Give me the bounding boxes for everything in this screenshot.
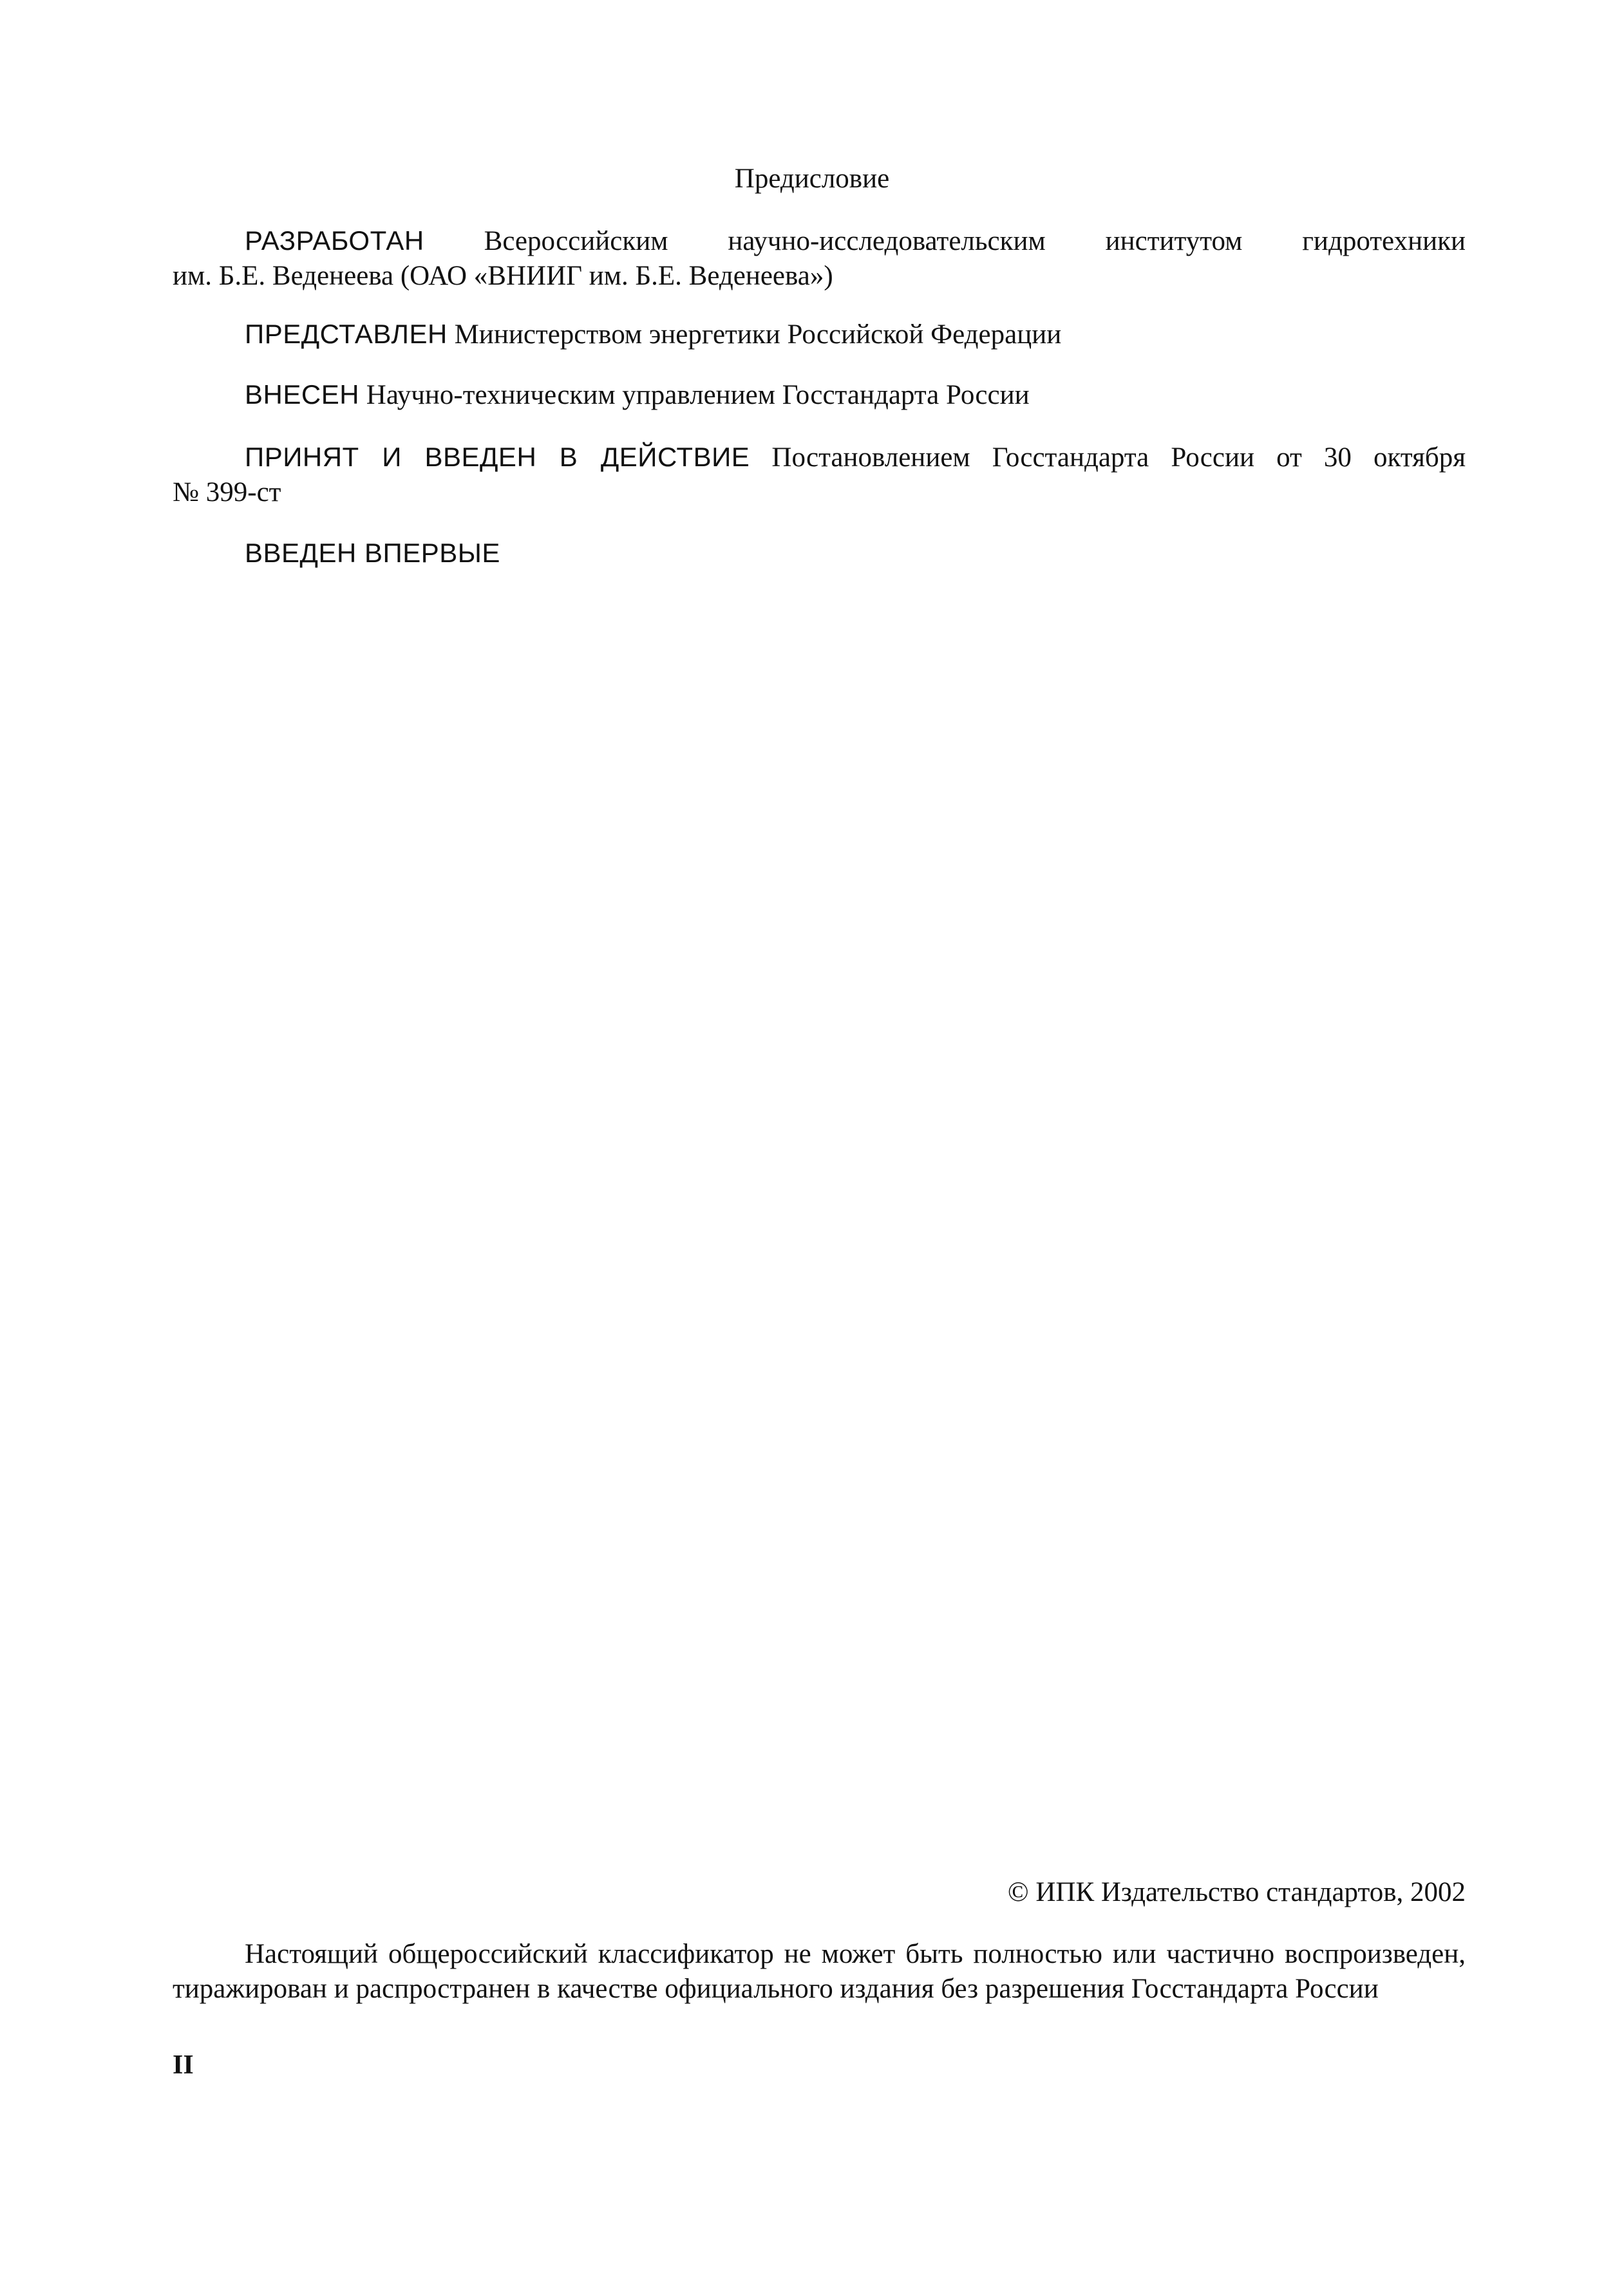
- introduced-text: Научно-техническим управлением Госстандарта России: [366, 380, 1030, 410]
- introduced-paragraph: [173, 377, 1466, 413]
- presented-label: ПРЕДСТАВЛЕН: [245, 319, 448, 349]
- adopted-line-2: № 399-ст: [173, 477, 281, 507]
- adopted-label: ПРИНЯТ И ВВЕДЕН В ДЕЙСТВИЕ: [245, 442, 750, 472]
- developed-line-2: им. Б.Е. Веденеева (ОАО «ВНИИГ им. Б.Е. Веденеева»): [173, 261, 833, 291]
- adopted-paragraph: [173, 440, 1466, 510]
- reproduction-notice: Настоящий общероссийский классификатор не может быть полностью или частично воспроизведен, тиражирован и распространен в качестве официального издания без разрешения Госстандарта России: [173, 1939, 1466, 2004]
- developed-line-1-text: Всероссийским научно-исследовательским институтом гидротехники: [484, 226, 1466, 256]
- first-intro-label: ВВЕДЕН ВПЕРВЫЕ: [245, 538, 500, 568]
- introduced-label: ВНЕСЕН: [245, 379, 360, 410]
- first-intro-paragraph: [173, 536, 1466, 571]
- adopted-line-1-text: Постановлением Госстандарта России от 30 октября: [771, 442, 1466, 473]
- developed-label: РАЗРАБОТАН: [245, 225, 424, 256]
- presented-text: Министерством энергетики Российской Федерации: [454, 319, 1062, 350]
- copyright-line: © ИПК Издательство стандартов, 2002: [1007, 1877, 1466, 1907]
- developed-line-1: [173, 223, 1466, 259]
- page-number: II: [173, 2050, 194, 2080]
- adopted-line-1: [173, 440, 1466, 475]
- presented-paragraph: [173, 317, 1466, 352]
- developed-paragraph: [173, 223, 1466, 294]
- page-heading: Предисловие: [734, 164, 890, 194]
